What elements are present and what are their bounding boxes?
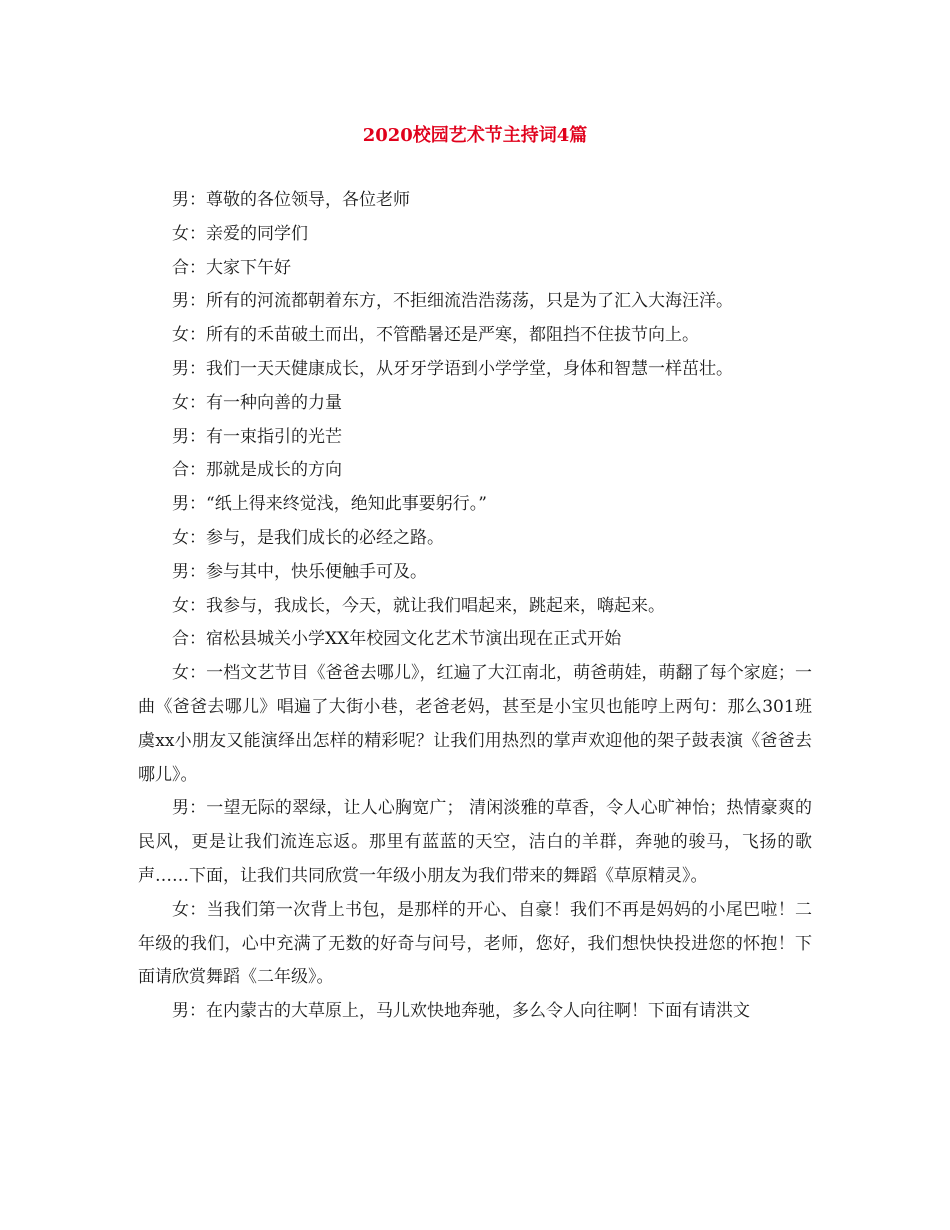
paragraph: 女：参与，是我们成长的必经之路。 bbox=[172, 527, 444, 548]
paragraph: 男：我们一天天健康成长，从牙牙学语到小学学堂，身体和智慧一样茁壮。 bbox=[172, 358, 733, 379]
paragraph: 女：当我们第一次背上书包，是那样的开心、自豪！我们不再是妈妈的小尾巴啦！二年级的我们，心中充满了无数的好奇与问号，老师，您好，我们想快快投进您的怀抱！下面请欣赏舞蹈《二年级》。 bbox=[138, 899, 812, 988]
document-title: 2020校园艺术节主持词4篇 bbox=[362, 125, 588, 146]
document-page bbox=[138, 118, 812, 1029]
document-body bbox=[138, 184, 812, 1029]
paragraph: 合：大家下午好 bbox=[172, 257, 291, 278]
paragraph: 男：一望无际的翠绿，让人心胸宽广； 清闲淡雅的草香，令人心旷神怡；热情豪爽的民风，更是让我们流连忘返。那里有蓝蓝的天空，洁白的羊群，奔驰的骏马，飞扬的歌声……下面，让我们共同欣赏一年级小朋友为我们带来的舞蹈《草原精灵》。 bbox=[138, 798, 812, 886]
paragraph: 女：一档文艺节目《爸爸去哪儿》，红遍了大江南北，萌爸萌娃，萌翻了每个家庭；一曲《爸爸去哪儿》唱遍了大街小巷，老爸老妈，甚至是小宝贝也能哼上两句：那么301班虞xx小朋友又能演绎出怎样的精彩呢？让我们用热烈的掌声欢迎他的架子鼓表演《爸爸去哪儿》。 bbox=[138, 663, 812, 785]
paragraph: 合：那就是成长的方向 bbox=[172, 460, 342, 481]
paragraph: 男：有一束指引的光芒 bbox=[172, 426, 342, 447]
paragraph: 男：在内蒙古的大草原上，马儿欢快地奔驰，多么令人向往啊！下面有请洪文 bbox=[172, 1001, 750, 1022]
paragraph: 女：我参与，我成长，今天，就让我们唱起来，跳起来，嗨起来。 bbox=[172, 595, 665, 616]
paragraph: 合：宿松县城关小学XX年校园文化艺术节演出现在正式开始 bbox=[172, 629, 622, 650]
paragraph: 女：所有的禾苗破土而出，不管酷暑还是严寒，都阻挡不住拔节向上。 bbox=[172, 325, 699, 346]
paragraph: 男：参与其中，快乐便触手可及。 bbox=[172, 561, 427, 582]
paragraph: 女：有一种向善的力量 bbox=[172, 392, 342, 413]
paragraph: 男：“纸上得来终觉浅，绝知此事要躬行。” bbox=[172, 494, 487, 515]
paragraph: 男：所有的河流都朝着东方，不拒细流浩浩荡荡，只是为了汇入大海汪洋。 bbox=[172, 291, 733, 312]
paragraph: 男：尊敬的各位领导，各位老师 bbox=[172, 190, 410, 210]
paragraph: 女：亲爱的同学们 bbox=[172, 223, 308, 244]
